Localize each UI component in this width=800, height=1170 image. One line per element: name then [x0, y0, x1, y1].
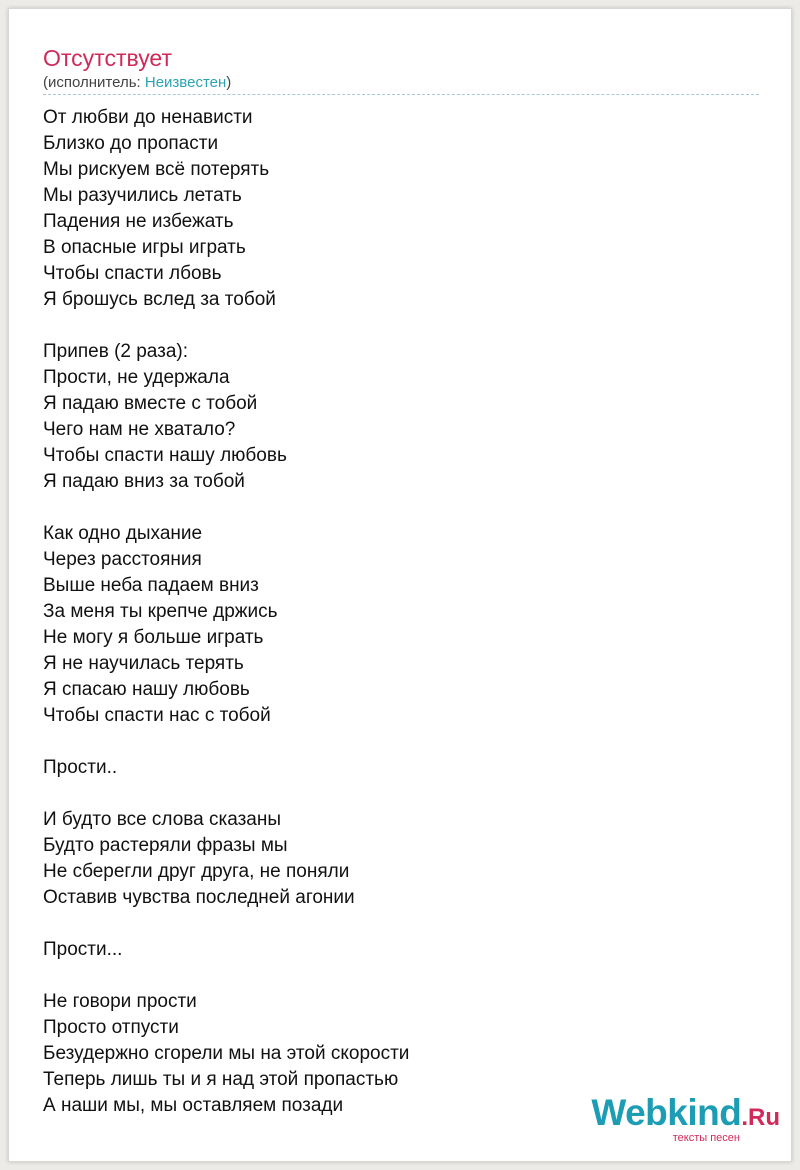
- lyrics-line: Близко до пропасти: [43, 133, 219, 154]
- song-title: Отсутствует: [43, 45, 172, 71]
- site-logo: [580, 1092, 780, 1146]
- lyrics-line: Чего нам не хватало?: [43, 419, 236, 440]
- performer-prefix: (исполнитель:: [43, 74, 145, 91]
- performer-link[interactable]: Неизвестен: [144, 74, 227, 91]
- header-divider: [43, 94, 759, 95]
- lyrics-line: Прости, не удержала: [43, 367, 230, 388]
- lyrics-line: Мы разучились летать: [43, 185, 242, 206]
- lyrics-line: За меня ты крепче држись: [43, 601, 278, 622]
- lyrics-line: Выше неба падаем вниз: [43, 575, 259, 596]
- song-performer: [43, 73, 231, 93]
- lyrics-line: От любви до ненависти: [43, 107, 253, 128]
- lyrics-blank-line: [43, 495, 759, 521]
- lyrics-line: Как одно дыхание: [43, 523, 203, 544]
- lyrics-line: В опасные игры играть: [43, 237, 246, 258]
- lyrics-line: Припев (2 раза):: [43, 341, 189, 362]
- logo-tld: .Ru: [741, 1104, 780, 1131]
- lyrics-line: Я спасаю нашу любовь: [43, 679, 250, 700]
- lyrics-blank-line: [43, 781, 759, 807]
- lyrics-blank-line: [43, 313, 759, 339]
- lyrics-line: Просто отпусти: [43, 1017, 179, 1038]
- lyrics-line: Падения не избежать: [43, 211, 234, 232]
- lyrics-line: И будто все слова сказаны: [43, 809, 282, 830]
- lyrics-sheet: [8, 8, 792, 1162]
- lyrics-line: Теперь лишь ты и я над этой пропастью: [43, 1069, 399, 1090]
- lyrics-line: Я брошусь вслед за тобой: [43, 289, 276, 310]
- lyrics-blank-line: [43, 729, 759, 755]
- lyrics-line: Прости...: [43, 939, 123, 960]
- performer-suffix: ): [226, 74, 232, 91]
- lyrics-line: Безудержно сгорели мы на этой скорости: [43, 1043, 410, 1064]
- lyrics-line: Чтобы спасти нашу любовь: [43, 445, 287, 466]
- lyrics-line: Не говори прости: [43, 991, 197, 1012]
- lyrics-line: Я падаю вниз за тобой: [43, 471, 245, 492]
- lyrics-blank-line: [43, 911, 759, 937]
- lyrics-line: Прости..: [43, 757, 118, 778]
- lyrics-blank-line: [43, 963, 759, 989]
- lyrics-line: Я не научилась терять: [43, 653, 244, 674]
- lyrics-line: Мы рискуем всё потерять: [43, 159, 270, 180]
- lyrics-line: Будто растеряли фразы мы: [43, 835, 288, 856]
- lyrics-line: А наши мы, мы оставляем позади: [43, 1095, 344, 1116]
- lyrics-text: [43, 105, 759, 1119]
- lyrics-line: Оставив чувства последней агонии: [43, 887, 355, 908]
- lyrics-line: Через расстояния: [43, 549, 202, 570]
- logo-name: Webkind: [591, 1092, 742, 1133]
- logo-tagline: тексты песен: [672, 1132, 740, 1144]
- lyrics-line: Я падаю вместе с тобой: [43, 393, 258, 414]
- lyrics-line: Чтобы спасти нас с тобой: [43, 705, 271, 726]
- lyrics-line: Не сберегли друг друга, не поняли: [43, 861, 350, 882]
- lyrics-line: Не могу я больше играть: [43, 627, 264, 648]
- lyrics-line: Чтобы спасти лбовь: [43, 263, 222, 284]
